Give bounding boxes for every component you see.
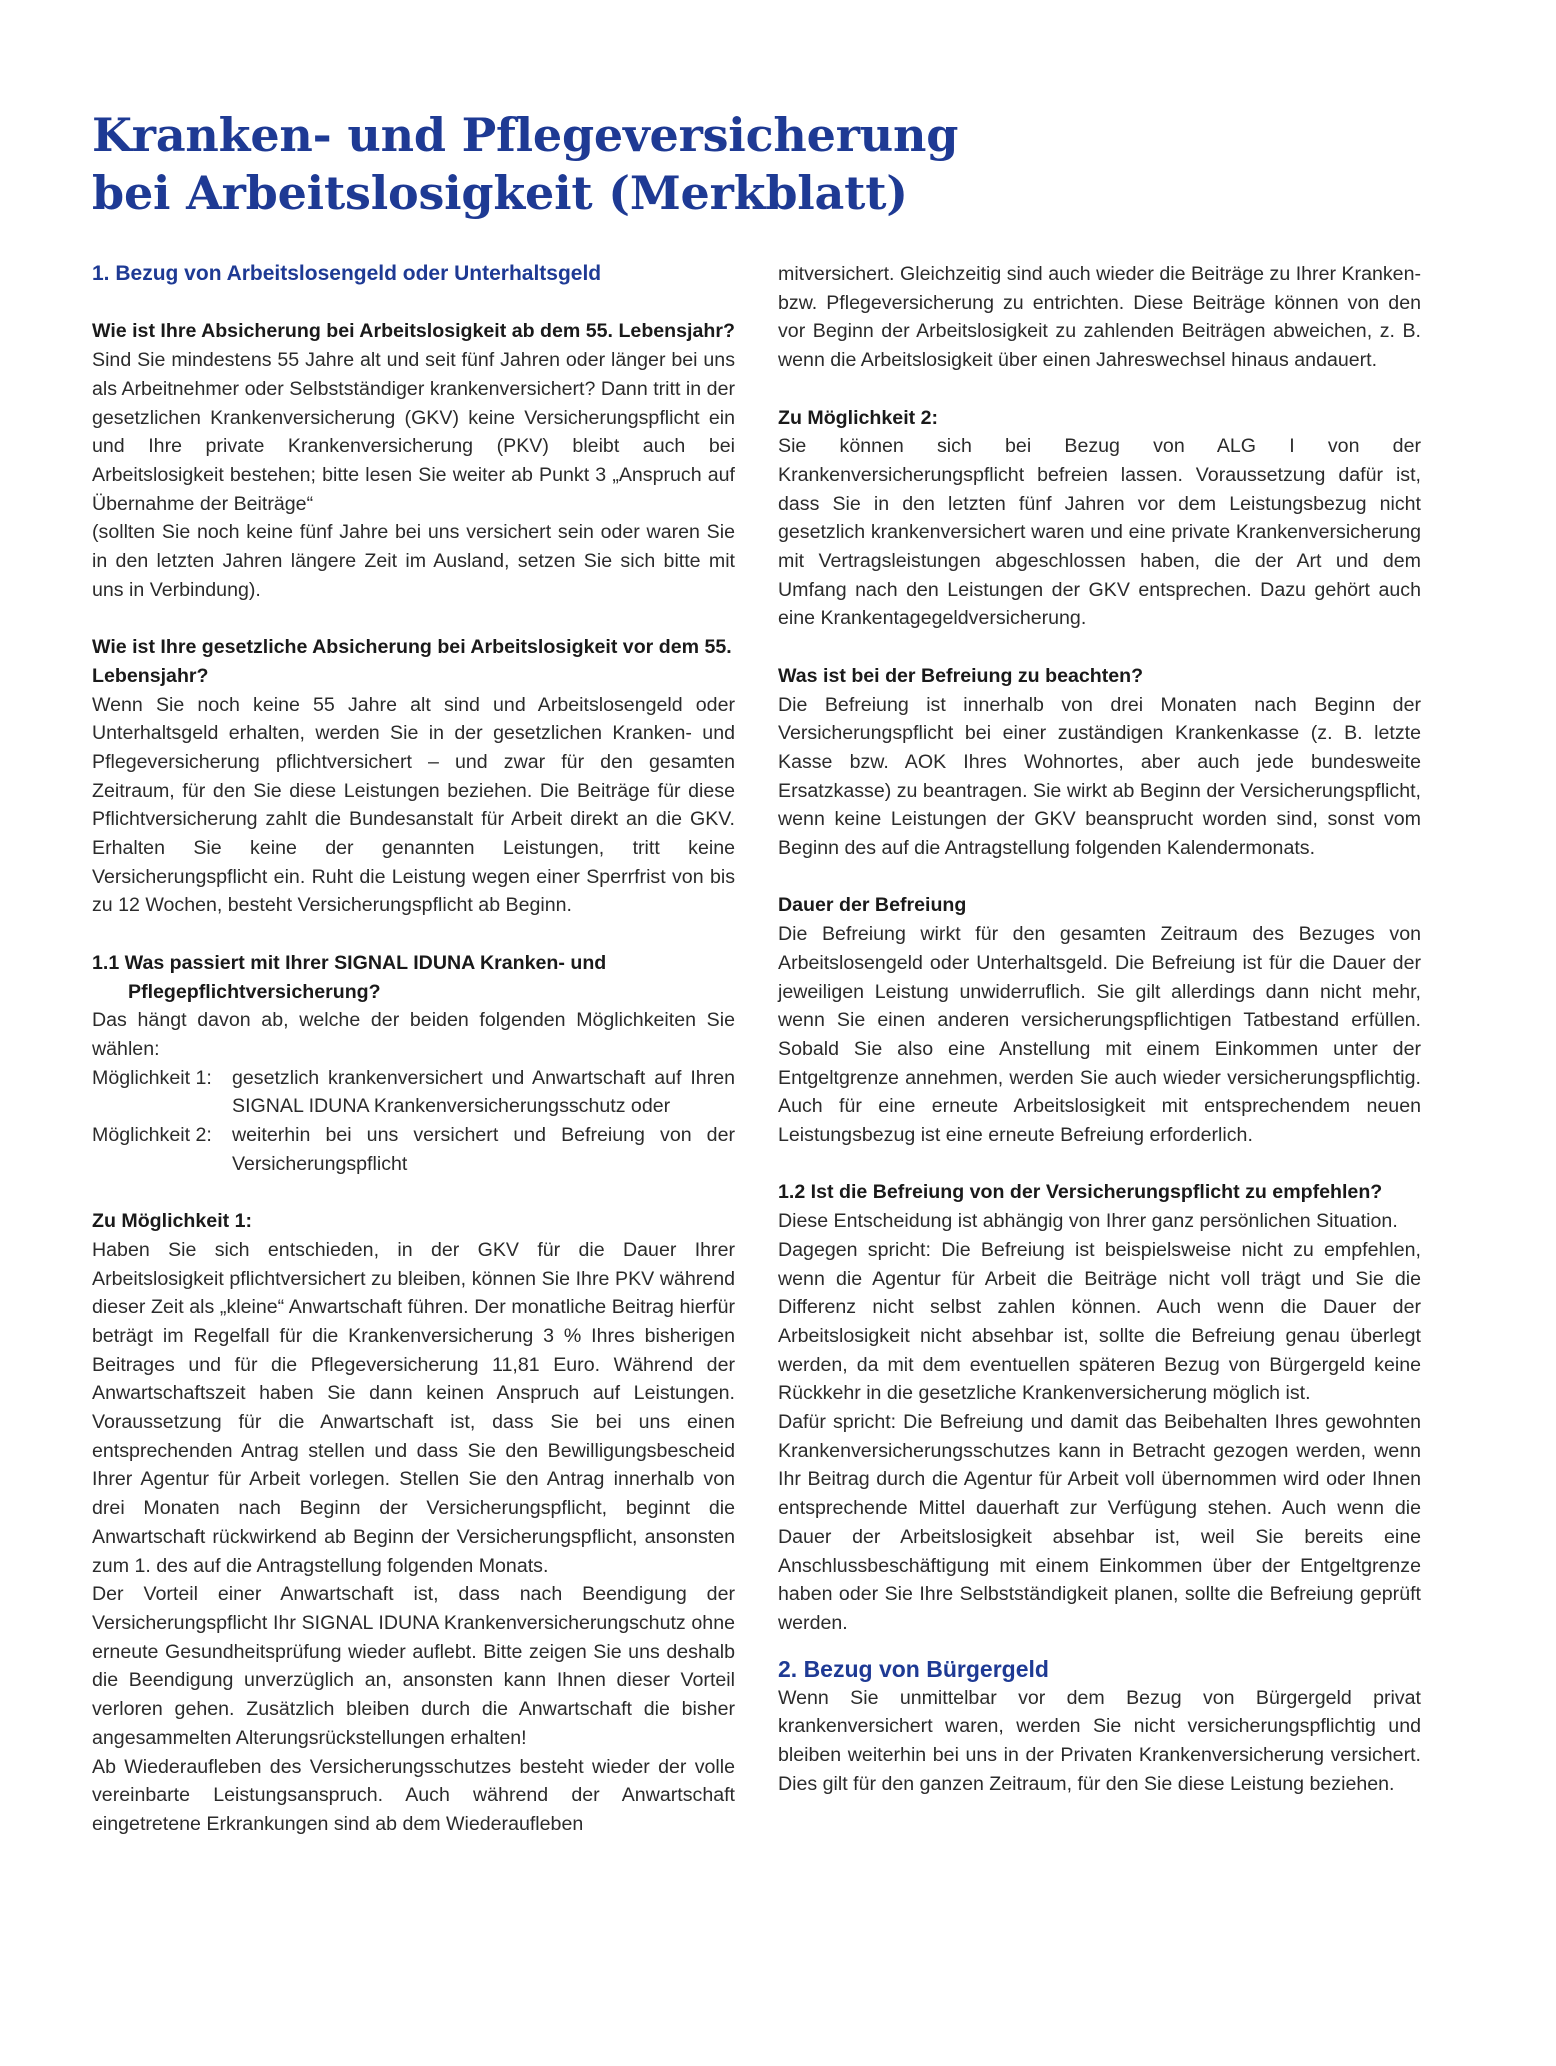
- paragraph: Diese Entscheidung ist abhängig von Ihrer ganz persönlichen Situation.: [778, 1210, 1398, 1233]
- title-line-2: bei Arbeitslosigkeit (Merkblatt): [92, 166, 908, 220]
- paragraph: Dagegen spricht: Die Befreiung ist beispielsweise nicht zu empfehlen, wenn die Agentur für Arbeit die Beiträge nicht voll trägt und Sie die Differenz nicht selbst zahlen können. Auch wenn die Dauer der Arbeitslosigkeit nicht absehbar ist, sollte die Befreiung genau überlegt werden, da mit dem eventuellen späteren Bezug von Bürgergeld keine Rückkehr in die gesetzliche Krankenversicherung möglich ist.: [778, 1238, 1421, 1405]
- paragraph: Der Vorteil einer Anwartschaft ist, dass nach Beendigung der Versicherungspflicht Ihr SIGNAL IDUNA Krankenversicherungschutz ohne erneute Gesundheitsprüfung wieder auflebt. Bitte zeigen Sie uns deshalb die Beendigung unverzüglich an, ansonsten kann Ihnen dieser Vorteil verloren gehen. Zusätzlich bleiben durch die Anwartschaft die bisher angesammelten Alterungsrückstellungen erhalten!: [92, 1583, 735, 1749]
- paragraph: mitversichert. Gleichzeitig sind auch wieder die Beiträge zu Ihrer Kranken- bzw. Pflegeversicherung zu entrichten. Diese Beiträge können von den vor Beginn der Arbeitslosigkeit zu zahlenden Beiträgen abweichen, z. B. wenn die Arbeitslosigkeit über einen Jahreswechsel hinaus andauert.: [778, 263, 1421, 372]
- question-heading: Dauer der Befreiung: [778, 894, 967, 917]
- paragraph: Das hängt davon ab, welche der beiden folgenden Möglichkeiten Sie wählen:: [92, 1009, 735, 1060]
- option-label: Möglichkeit 1:: [92, 1066, 212, 1089]
- question-heading: Zu Möglichkeit 2:: [778, 406, 939, 429]
- right-column: [778, 260, 1421, 1799]
- paragraph: Wenn Sie noch keine 55 Jahre alt sind und Arbeitslosengeld oder Unterhaltsgeld erhalten, werden Sie in der gesetzlichen Kranken- und Pflegeversicherung pflichtversichert – und zwar für den gesamten Zeitraum, für den Sie diese Leistungen beziehen. Die Beiträge für diese Pflichtversicherung zahlt die Bundesanstalt für Arbeit direkt an die GKV. Erhalten Sie keine der genannten Leistungen, tritt keine Versicherungspflicht ein. Ruht die Leistung wegen einer Sperrfrist von bis zu 12 Wochen, besteht Versicherungspflicht ab Beginn.: [92, 693, 735, 917]
- paragraph: Sind Sie mindestens 55 Jahre alt und seit fünf Jahren oder länger bei uns als Arbeitnehmer oder Selbstständiger krankenversichert? Dann tritt in der gesetzlichen Krankenversicherung (GKV) keine Versicherungspflicht ein und Ihre private Krankenversicherung (PKV) bleibt auch bei Arbeitslosigkeit bestehen; bitte lesen Sie weiter ab Punkt 3 „Anspruch auf Übernahme der Beiträge“: [92, 349, 735, 515]
- option-row: [92, 1121, 735, 1178]
- question-heading: Wie ist Ihre gesetzliche Absicherung bei Arbeitslosigkeit vor dem 55. Lebensjahr?: [92, 636, 732, 687]
- option-row: [92, 1064, 735, 1121]
- section-heading-2: 2. Bezug von Bürgergeld: [778, 1655, 1049, 1682]
- option-label: Möglichkeit 2:: [92, 1124, 212, 1147]
- page-title: [92, 106, 958, 222]
- subsection-heading-1-2: 1.2 Ist die Befreiung von der Versicherungspflicht zu empfehlen?: [778, 1181, 1383, 1204]
- paragraph: Ab Wiederaufleben des Versicherungsschutzes besteht wieder der volle vereinbarte Leistungsanspruch. Auch während der Anwartschaft eingetretene Erkrankungen sind ab dem Wiederaufleben: [92, 1755, 735, 1835]
- paragraph: (sollten Sie noch keine fünf Jahre bei uns versichert sein oder waren Sie in den letzten Jahren längere Zeit im Ausland, setzen Sie sich bitte mit uns in Verbindung).: [92, 521, 735, 601]
- option-text: gesetzlich krankenversichert und Anwartschaft auf Ihren SIGNAL IDUNA Krankenversicherungsschutz oder: [232, 1066, 735, 1118]
- paragraph: Sie können sich bei Bezug von ALG I von der Krankenversicherungspflicht befreien lassen. Voraussetzung dafür ist, dass Sie in den letzten fünf Jahren vor dem Leistungsbezug nicht gesetzlich krankenversichert waren und eine private Krankenversicherung mit Vertragsleistungen abgeschlossen haben, die der Art und dem Umfang nach den Leistungen der GKV entsprechen. Dazu gehört auch eine Krankentagegeldversicherung.: [778, 435, 1421, 630]
- paragraph: Wenn Sie unmittelbar vor dem Bezug von Bürgergeld privat krankenversichert waren, werden Sie nicht versicherungspflichtig und bleiben weiterhin bei uns in der Privaten Krankenversicherung versichert. Dies gilt für den ganzen Zeitraum, für den Sie diese Leistung beziehen.: [778, 1686, 1421, 1795]
- left-column: [92, 260, 735, 1839]
- section-heading-1: 1. Bezug von Arbeitslosengeld oder Unterhaltsgeld: [92, 262, 602, 285]
- paragraph: Dafür spricht: Die Befreiung und damit das Beibehalten Ihres gewohnten Krankenversicherungsschutzes kann in Betracht gezogen werden, wenn Ihr Beitrag durch die Agentur für Arbeit voll übernommen wird oder Ihnen entsprechende Mittel dauerhaft zur Verfügung stehen. Auch wenn die Dauer der Arbeitslosigkeit absehbar ist, weil Sie bereits eine Anschlussbeschäftigung mit einem Einkommen über der Entgeltgrenze haben oder Sie Ihre Selbstständigkeit planen, sollte die Befreiung geprüft werden.: [778, 1411, 1421, 1634]
- subsection-heading-1-1: 1.1 Was passiert mit Ihrer SIGNAL IDUNA Kranken- und Pflegepflichtversicherung?: [92, 951, 607, 1003]
- question-heading: Was ist bei der Befreiung zu beachten?: [778, 664, 1144, 687]
- option-text: weiterhin bei uns versichert und Befreiung von der Versicherungspflicht: [232, 1124, 735, 1175]
- title-line-1: Kranken- und Pflegeversicherung: [92, 108, 959, 162]
- question-heading: Zu Möglichkeit 1:: [92, 1210, 253, 1233]
- paragraph: Die Befreiung wirkt für den gesamten Zeitraum des Bezuges von Arbeitslosengeld oder Unterhaltsgeld. Die Befreiung ist für die Dauer der jeweiligen Leistung unwiderruflich. Sie gilt allerdings dann nicht mehr, wenn Sie einen anderen versicherungspflichtigen Tatbestand erfüllen. Sobald Sie also eine Anstellung mit einem Einkommen unter der Entgeltgrenze annehmen, werden Sie auch wieder versicherungspflichtig. Auch für eine erneute Arbeitslosigkeit mit entsprechendem neuen Leistungsbezug ist eine erneute Befreiung erforderlich.: [778, 923, 1421, 1147]
- question-heading: Wie ist Ihre Absicherung bei Arbeitslosigkeit ab dem 55. Lebensjahr?: [92, 320, 735, 343]
- paragraph: Die Befreiung ist innerhalb von drei Monaten nach Beginn der Versicherungspflicht bei einer zuständigen Krankenkasse (z. B. letzte Kasse bzw. AOK Ihres Wohnortes, aber auch jede bundesweite Ersatzkasse) zu beantragen. Sie wirkt ab Beginn der Versicherungspflicht, wenn keine Leistungen der GKV beansprucht worden sind, sonst vom Beginn des auf die Antragstellung folgenden Kalendermonats.: [778, 693, 1421, 860]
- paragraph: Haben Sie sich entschieden, in der GKV für die Dauer Ihrer Arbeitslosigkeit pflichtversichert zu bleiben, können Sie Ihre PKV während dieser Zeit als „kleine“ Anwartschaft führen. Der monatliche Beitrag hierfür beträgt im Regelfall für die Krankenversicherung 3 % Ihres bisherigen Beitrages und für die Pflegeversicherung 11,81 Euro. Während der Anwartschaftszeit haben Sie dann keinen Anspruch auf Leistungen. Voraussetzung für die Anwartschaft ist, dass Sie bei uns einen entsprechenden Antrag stellen und dass Sie den Bewilligungsbescheid Ihrer Agentur für Arbeit vorlegen. Stellen Sie den Antrag innerhalb von drei Monaten nach Beginn der Versicherungspflicht, beginnt die Anwartschaft rückwirkend ab Beginn der Versicherungspflicht, ansonsten zum 1. des auf die Antragstellung folgenden Monats.: [92, 1238, 735, 1577]
